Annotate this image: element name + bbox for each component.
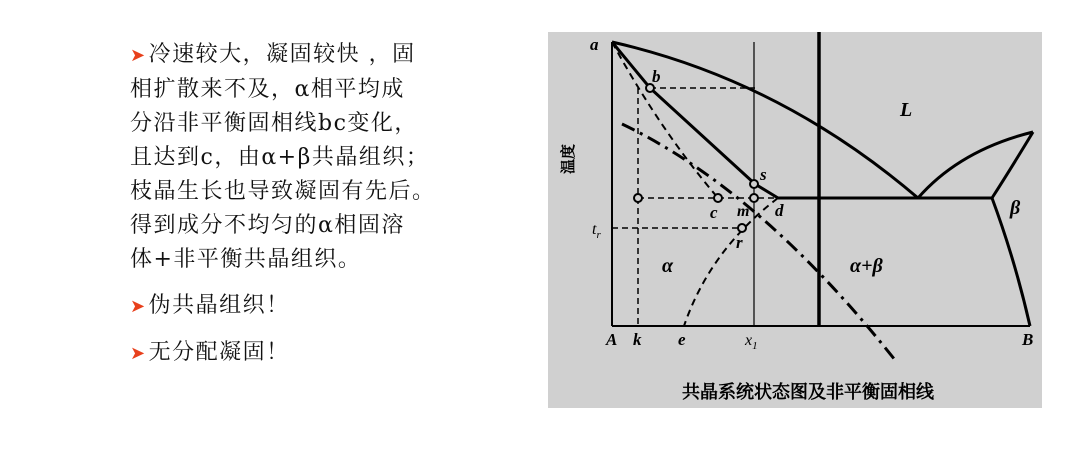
phase-diagram-panel [548, 32, 1042, 408]
triangle-arrow-icon: ➤ [130, 343, 147, 364]
main-paragraph [130, 38, 540, 277]
label-d: d [775, 201, 784, 220]
point-s [750, 180, 758, 188]
phase-diagram [548, 32, 1042, 408]
solvus-dashed [684, 198, 778, 326]
paragraph-line [130, 38, 540, 73]
label-k: k [633, 330, 642, 349]
label-r: r [736, 233, 743, 252]
paragraph-line: 且达到c，由α+β共晶组织； [130, 145, 430, 170]
label-B: B [1022, 330, 1034, 349]
paragraph-line: 枝晶生长也导致凝固有先后。 [130, 179, 436, 204]
label-x1-sub: 1 [752, 340, 758, 352]
point-m [750, 194, 758, 202]
liquidus-right [918, 132, 1033, 198]
bullet-text: 无分配凝固！ [148, 340, 290, 365]
triangle-arrow-icon: ➤ [130, 296, 147, 317]
paragraph-line: 相扩散来不及，α相平均成 [130, 77, 405, 102]
label-b: b [652, 67, 661, 86]
bullet-pseudo-eutectic [130, 289, 540, 324]
temperature-axis-label: 温度 [559, 143, 577, 174]
bullet-text: 伪共晶组织！ [148, 293, 290, 318]
paragraph-line-text: 冷速较大，凝固较快 ，固 [148, 42, 416, 67]
label-x1-main: x [745, 332, 753, 349]
bullet-partitionless [130, 336, 540, 371]
paragraph-line: 分沿非平衡固相线bc变化， [130, 111, 418, 136]
label-x1 [744, 332, 758, 352]
non-equilibrium-solidus [612, 42, 718, 198]
extended-line-dashdot [622, 124, 895, 360]
label-e: e [678, 330, 686, 349]
point-c [714, 194, 722, 202]
triangle-arrow-icon: ➤ [130, 45, 147, 66]
label-tr-sub: r [596, 229, 601, 241]
region-beta: β [1010, 197, 1021, 219]
region-alpha-beta: α+β [850, 255, 883, 277]
explanation-text [130, 38, 540, 371]
region-L: L [900, 99, 913, 121]
label-A: A [606, 330, 618, 349]
paragraph-line: 得到成分不均匀的α相固溶 [130, 213, 405, 238]
point-r [738, 224, 746, 232]
paragraph-line: 体+非平衡共晶组织。 [130, 247, 362, 272]
diagram-caption: 共晶系统状态图及非平衡固相线 [682, 382, 934, 403]
label-c: c [710, 203, 718, 222]
label-tr [592, 221, 601, 241]
label-a: a [590, 35, 599, 54]
point-left [634, 194, 642, 202]
label-s: s [760, 165, 767, 184]
label-m: m [737, 203, 750, 220]
region-alpha: α [662, 255, 674, 277]
label-tr-main: t [592, 221, 597, 238]
